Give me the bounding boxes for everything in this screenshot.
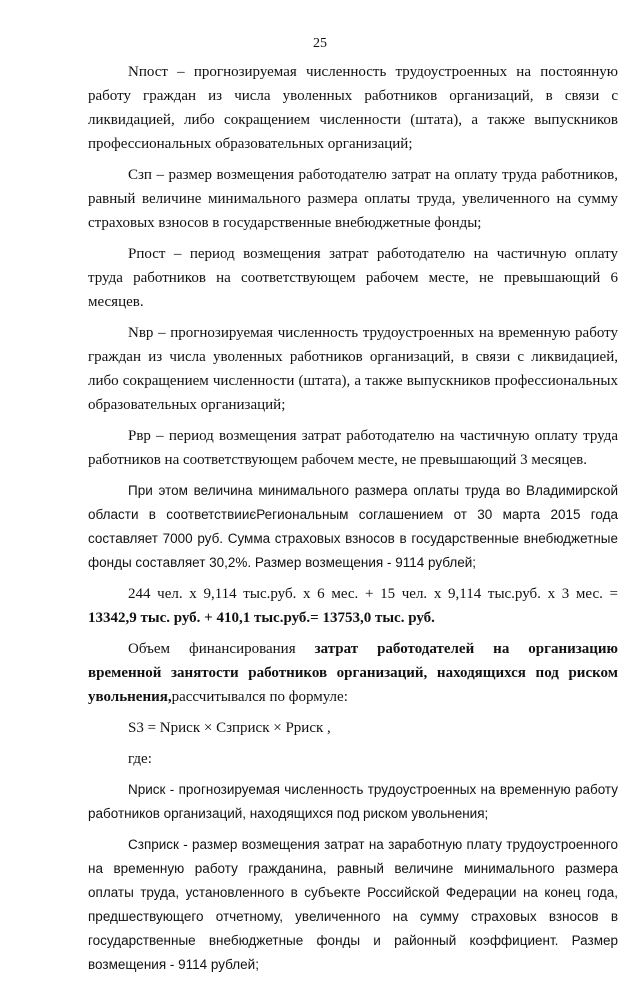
funding-bold-text: затрат работодателей на организацию временной занятости работников организаций, находящихся под риском увольнения,: [88, 641, 619, 705]
paragraph-n-post: Nпост – прогнозируемая численность трудоустроенных на постоянную работу граждан из числа уволенных работников организаций, в связи с ликвидацией, либо сокращением численности (штата), а также выпускников профессиональных образовательных организаций;: [88, 64, 618, 152]
paragraph-minimum-wage: При этом величина минимального размера оплаты труда во Владимирской области в соответствииєРегиональным соглашением от 30 марта 2015 года составляет 7000 руб. Сумма страховых взносов в государственные внебюджетные фонды составляет 30,2%. Размер возмещения - 9114 рублей;: [88, 483, 618, 570]
paragraph-r-post: Рпост – период возмещения затрат работодателю на частичную оплату труда работников на соответствующем рабочем месте, не превышающий 6 месяцев.: [88, 246, 618, 310]
paragraph-n-vr: Nвр – прогнозируемая численность трудоустроенных на временную работу граждан из числа уволенных работников организаций, в связи с ликвидацией, либо сокращением численности (штата), а также выпускников профессиональных образовательных организаций;: [88, 325, 618, 413]
calculation-result: 13342,9 тыс. руб. + 410,1 тыс.руб.= 13753,0 тыс. руб.: [88, 610, 435, 626]
paragraph-n-risk: Nриск - прогнозируемая численность трудоустроенных на временную работу работников организаций, находящихся под риском увольнения;: [88, 782, 618, 821]
document-body: [88, 60, 618, 984]
formula-s3: S3 = Nриск × Сзприск × Рриск ,: [128, 720, 331, 736]
funding-end: рассчитывался по формуле:: [171, 689, 348, 705]
calculation-expression: 244 чел. х 9,114 тыс.руб. х 6 мес. + 15 чел. х 9,114 тыс.руб. х 3 мес. =: [128, 586, 618, 602]
paragraph-szp: Сзп – размер возмещения работодателю затрат на оплату труда работников, равный величине минимального размера оплаты труда, увеличенного на сумму страховых взносов в государственные внебюджетные фонды;: [88, 167, 618, 231]
paragraph-r-vr: Рвр – период возмещения затрат работодателю на частичную оплату труда работников на соответствующем рабочем месте, не превышающий 3 месяцев.: [88, 428, 618, 468]
paragraph-szp-risk: Сзприск - размер возмещения затрат на заработную плату трудоустроенного на временную работу гражданина, равный величине минимального размера оплаты труда, установленного в субъекте Российской Федерации на конец года, предшествующего отчетному, увеличенного на сумму страховых взносов в государственные внебюджетные фонды и районный коэффициент. Размер возмещения - 9114 рублей;: [88, 837, 618, 972]
page-number: 25: [313, 36, 327, 51]
funding-paragraph: [88, 637, 618, 709]
calculation-paragraph: [88, 582, 618, 630]
funding-intro: Объем финансирования: [128, 641, 315, 657]
formula-where-label: где:: [128, 751, 152, 767]
